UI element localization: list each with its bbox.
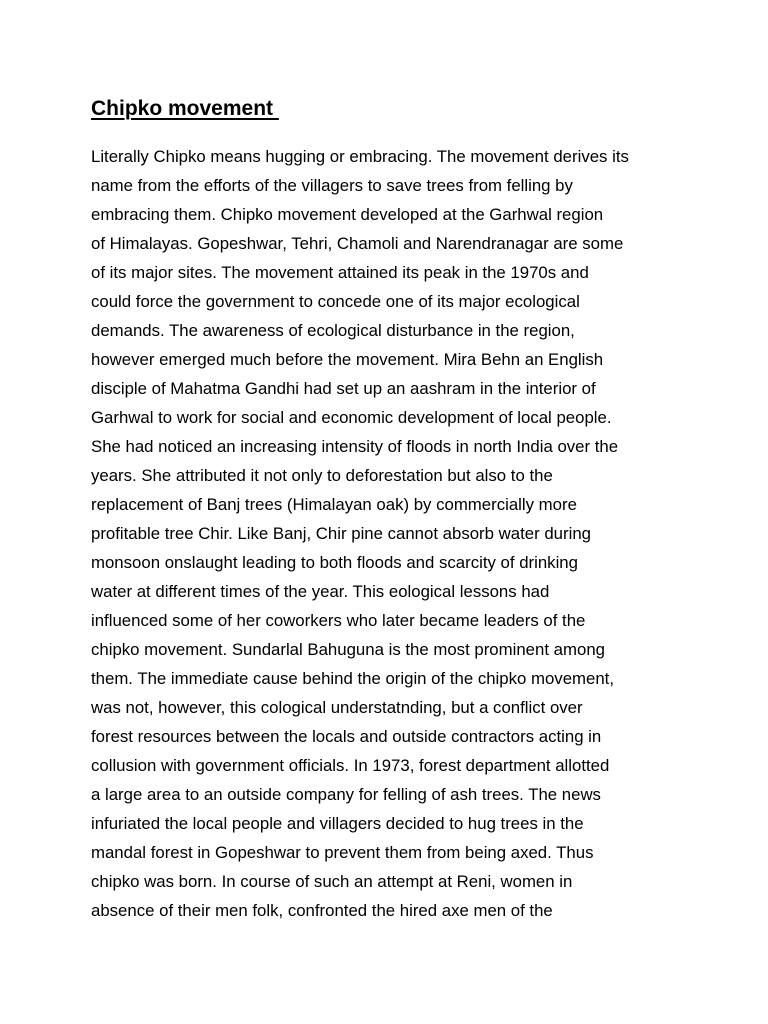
body-line: however emerged much before the movement. Mira Behn an English (91, 350, 604, 369)
body-line: chipko movement. Sundarlal Bahuguna is the most prominent among (91, 640, 605, 659)
body-line: disciple of Mahatma Gandhi had set up an aashram in the interior of (91, 379, 596, 398)
document-title: Chipko movement (91, 97, 279, 120)
body-line: demands. The awareness of ecological disturbance in the region, (91, 321, 575, 340)
document-body (91, 142, 691, 925)
body-line: years. She attributed it not only to deforestation but also to the (91, 466, 553, 485)
body-line: forest resources between the locals and outside contractors acting in (91, 727, 602, 746)
body-line: replacement of Banj trees (Himalayan oak) by commercially more (91, 495, 577, 514)
body-line: of its major sites. The movement attained its peak in the 1970s and (91, 263, 589, 282)
body-line: influenced some of her coworkers who later became leaders of the (91, 611, 586, 630)
body-line: embracing them. Chipko movement developed at the Garhwal region (91, 205, 604, 224)
body-line: was not, however, this cological understatnding, but a conflict over (91, 698, 583, 717)
body-line: them. The immediate cause behind the origin of the chipko movement, (91, 669, 614, 688)
body-line: profitable tree Chir. Like Banj, Chir pine cannot absorb water during (91, 524, 591, 543)
body-line: infuriated the local people and villagers decided to hug trees in the (91, 814, 584, 833)
body-line: of Himalayas. Gopeshwar, Tehri, Chamoli and Narendranagar are some (91, 234, 624, 253)
body-line: She had noticed an increasing intensity of floods in north India over the (91, 437, 619, 456)
body-line: absence of their men folk, confronted the hired axe men of the (91, 901, 553, 920)
body-line: Garhwal to work for social and economic development of local people. (91, 408, 612, 427)
body-line: Literally Chipko means hugging or embracing. The movement derives its (91, 147, 629, 166)
body-line: water at different times of the year. This eological lessons had (91, 582, 550, 601)
body-line: chipko was born. In course of such an attempt at Reni, women in (91, 872, 573, 891)
body-line: a large area to an outside company for felling of ash trees. The news (91, 785, 601, 804)
body-line: monsoon onslaught leading to both floods and scarcity of drinking (91, 553, 578, 572)
body-line: name from the efforts of the villagers to save trees from felling by (91, 176, 573, 195)
body-line: could force the government to concede one of its major ecological (91, 292, 580, 311)
body-line: collusion with government officials. In 1973, forest department allotted (91, 756, 610, 775)
body-line: mandal forest in Gopeshwar to prevent them from being axed. Thus (91, 843, 594, 862)
